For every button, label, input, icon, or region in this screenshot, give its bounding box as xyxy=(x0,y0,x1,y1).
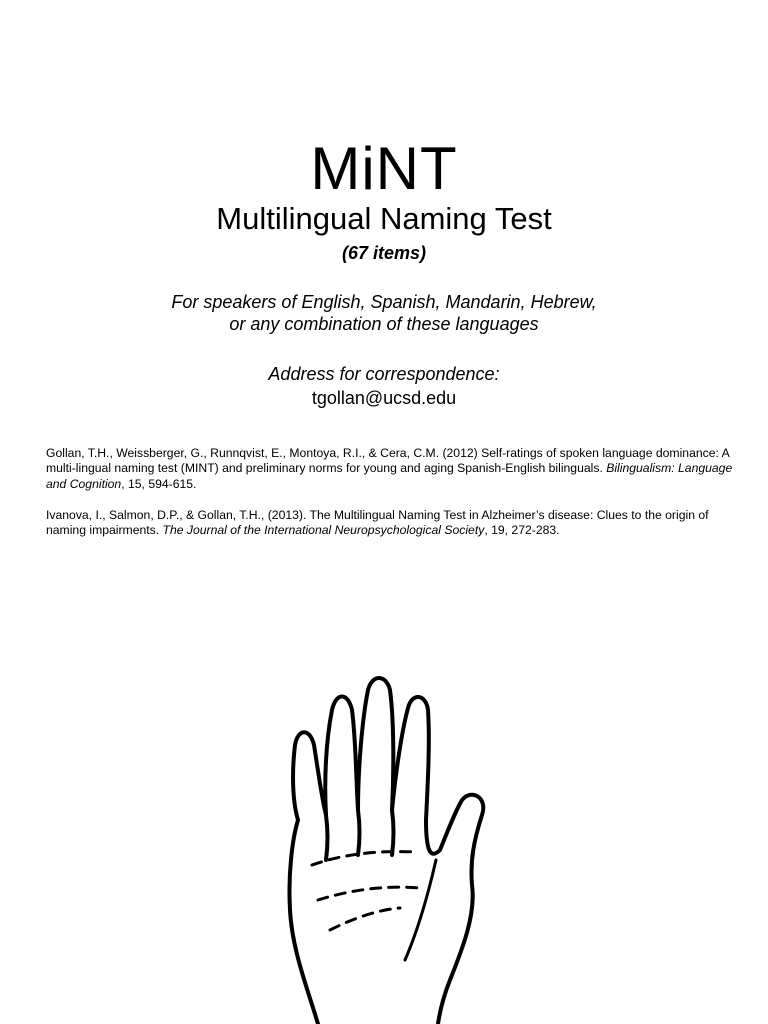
page-title: MiNT xyxy=(310,135,458,202)
audience-statement xyxy=(0,291,768,335)
reference-2-journal: The Journal of the International Neuropsychological Society xyxy=(162,523,485,538)
audience-line-1: For speakers of English, Spanish, Mandarin, Hebrew, xyxy=(171,292,597,312)
item-count: (67 items) xyxy=(341,243,427,263)
reference-2 xyxy=(46,508,736,539)
reference-2-text: Ivanova, I., Salmon, D.P., & Gollan, T.H., (2013). The Multilingual Naming Test in Alzheimer’s disease: Clues to the origin of naming impairments. xyxy=(46,508,709,538)
hand-drawing xyxy=(200,660,530,1024)
correspondence-email: tgollan@ucsd.edu xyxy=(311,388,457,408)
correspondence-label: Address for correspondence: xyxy=(268,364,500,384)
reference-1-tail: , 15, 594-615. xyxy=(121,476,197,491)
page-subtitle: Multilingual Naming Test xyxy=(216,201,552,236)
reference-2-tail: , 19, 272-283. xyxy=(484,523,560,538)
reference-1 xyxy=(46,446,736,492)
audience-line-2: or any combination of these languages xyxy=(229,314,539,334)
reference-1-journal: Bilingualism: Language and Cognition xyxy=(46,461,733,491)
reference-1-text: Gollan, T.H., Weissberger, G., Runnqvist, E., Montoya, R.I., & Cera, C.M. (2012) Self-ratings of spoken language dominance: A multi-lingual naming test (MINT) and preliminary norms for young and aging Spanish-English bilinguals. xyxy=(46,446,730,476)
